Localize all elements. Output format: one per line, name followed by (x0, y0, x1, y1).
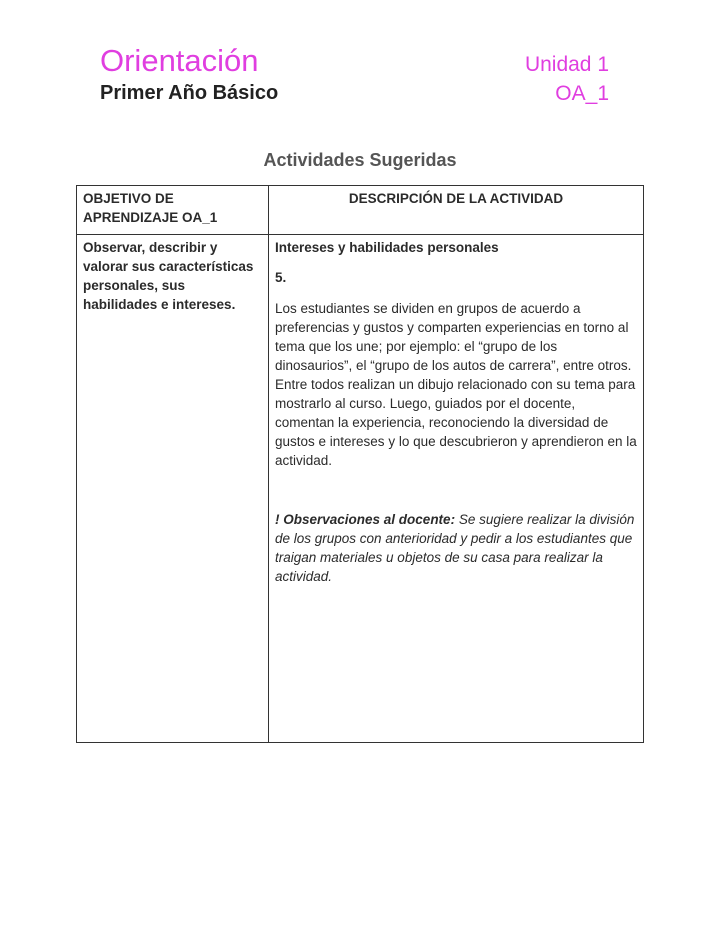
activity-description: Los estudiantes se dividen en grupos de acuerdo a preferencias y gustos y comparten experiencias en torno al tema que los une; por ejemplo: el “grupo de los dinosaurios”, el “grupo de los autos de carrera”, entre otros. Entre todos realizan un dibujo relacionado con su tema para mostrarlo al curso. Luego, guiados por el docente, comentan la experiencia, reconociendo la diversidad de gustos e intereses y lo que descubrieron y aprendieron en la actividad. (275, 301, 637, 468)
section-title: Actividades Sugeridas (263, 150, 457, 170)
table-header-row (77, 186, 644, 235)
oa-code: OA_1 (555, 82, 609, 105)
subject-title: Orientación (100, 43, 259, 78)
objective-column-header: OBJETIVO DE APRENDIZAJE OA_1 (77, 186, 269, 235)
activity-title: Intereses y habilidades personales (275, 240, 499, 255)
document-header-right (525, 52, 609, 108)
description-cell (269, 235, 644, 743)
activity-number: 5. (275, 270, 287, 285)
teacher-observations (275, 510, 637, 586)
description-column-header: DESCRIPCIÓN DE LA ACTIVIDAD (269, 186, 644, 235)
activities-table (76, 185, 644, 743)
unit-label: Unidad 1 (524, 53, 609, 76)
grade-level: Primer Año Básico (100, 82, 279, 104)
observations-lead: ! Observaciones al docente: (275, 512, 456, 527)
table-row (77, 235, 644, 743)
observations-text: Se sugiere realizar la división de los grupos con anterioridad y pedir a los estudiantes que traigan materiales u objetos de su casa para realizar la actividad. (275, 512, 635, 584)
document-header-left (100, 42, 278, 106)
objective-cell: Observar, describir y valorar sus características personales, sus habilidades e intereses. (77, 235, 269, 743)
